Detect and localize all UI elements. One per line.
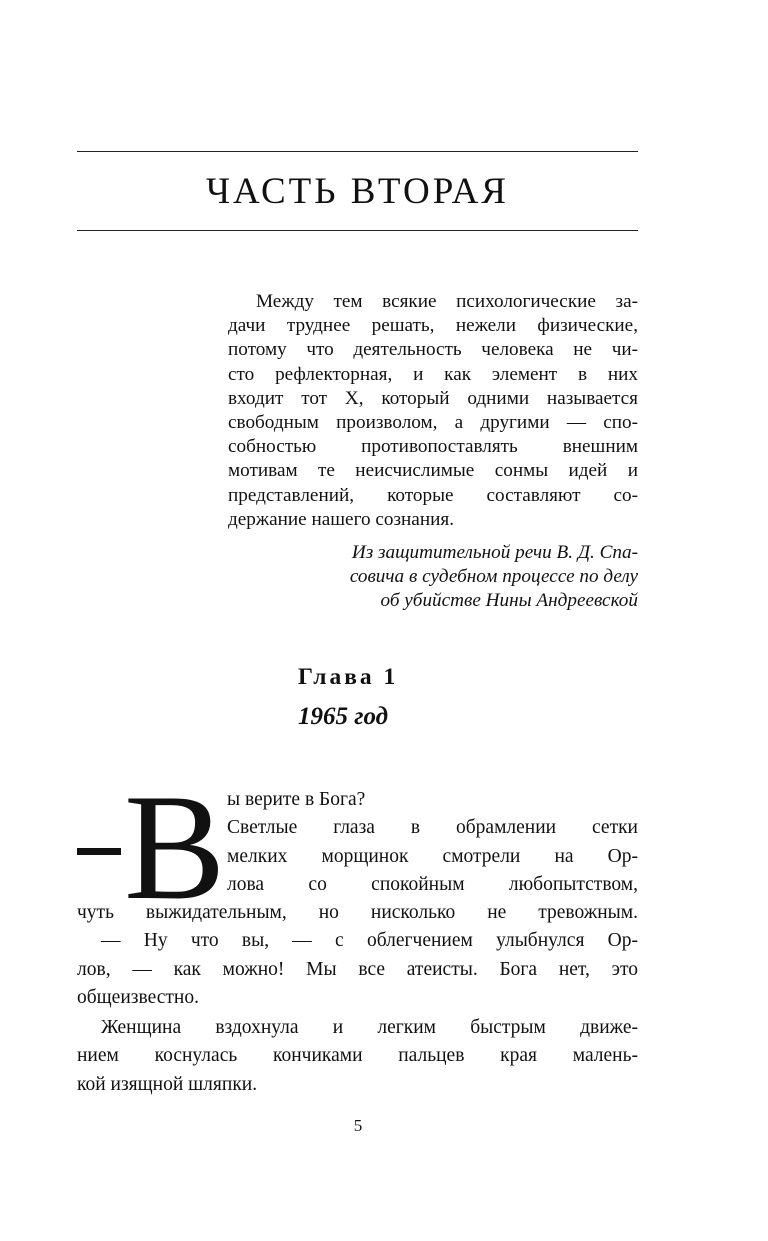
body-line: — Ну что вы, — с облегчением улыбнулся Ор-: [101, 930, 638, 952]
body-line: общеизвестно.: [77, 986, 199, 1008]
source-line: совича в судебном процессе по делу: [349, 566, 638, 588]
dropcap-text-block: [227, 786, 638, 899]
dialogue-dash: [77, 848, 121, 855]
body-line: мелких морщинок смотрели на Ор-: [227, 845, 638, 867]
chapter-number: Глава 1: [298, 664, 399, 690]
epigraph-source: [228, 541, 638, 614]
chapter-year: 1965 год: [298, 703, 389, 730]
epigraph-line: входит тот Х, который одними называется: [228, 387, 638, 409]
epigraph-line: собностью противопоставлять внешним: [228, 436, 638, 458]
epigraph-line: свободным произволом, а другими — спо-: [228, 412, 638, 434]
epigraph-line: сто рефлекторная, и как элемент в них: [228, 363, 638, 385]
top-rule: [77, 151, 638, 152]
source-line: об убийстве Нины Андреевской: [380, 590, 638, 612]
body-line: нием коснулась кончиками пальцев края малень-: [77, 1045, 638, 1067]
epigraph-line: держание нашего сознания.: [228, 508, 454, 530]
part-title: ЧАСТЬ ВТОРАЯ: [206, 171, 509, 212]
bottom-rule: [77, 230, 638, 231]
body-line: Светлые глаза в обрамлении сетки: [227, 817, 638, 839]
body-text: [77, 899, 638, 1099]
body-line: чуть выжидательным, но нисколько не тревожным.: [77, 902, 638, 923]
epigraph-line: Между тем всякие психологические за-: [256, 291, 638, 312]
epigraph: [228, 290, 638, 532]
body-line: ы верите в Бога?: [227, 789, 366, 810]
epigraph-line: дачи труднее решать, нежели физические,: [228, 315, 638, 337]
epigraph-line: представлений, которые составляют со-: [228, 484, 638, 506]
page-number: 5: [353, 1116, 363, 1135]
body-line: лов, — как можно! Мы все атеисты. Бога нет, это: [77, 958, 638, 980]
body-line: кой изящной шляпки.: [77, 1073, 258, 1095]
drop-cap: В: [124, 763, 226, 931]
epigraph-line: мотивам те неисчислимые сонмы идей и: [228, 460, 638, 482]
source-line: Из защитительной речи В. Д. Спа-: [351, 542, 638, 563]
epigraph-line: потому что деятельность человека не чи-: [228, 339, 638, 361]
body-line: Женщина вздохнула и легким быстрым движе-: [101, 1017, 638, 1039]
body-line: лова со спокойным любопытством,: [227, 873, 638, 895]
